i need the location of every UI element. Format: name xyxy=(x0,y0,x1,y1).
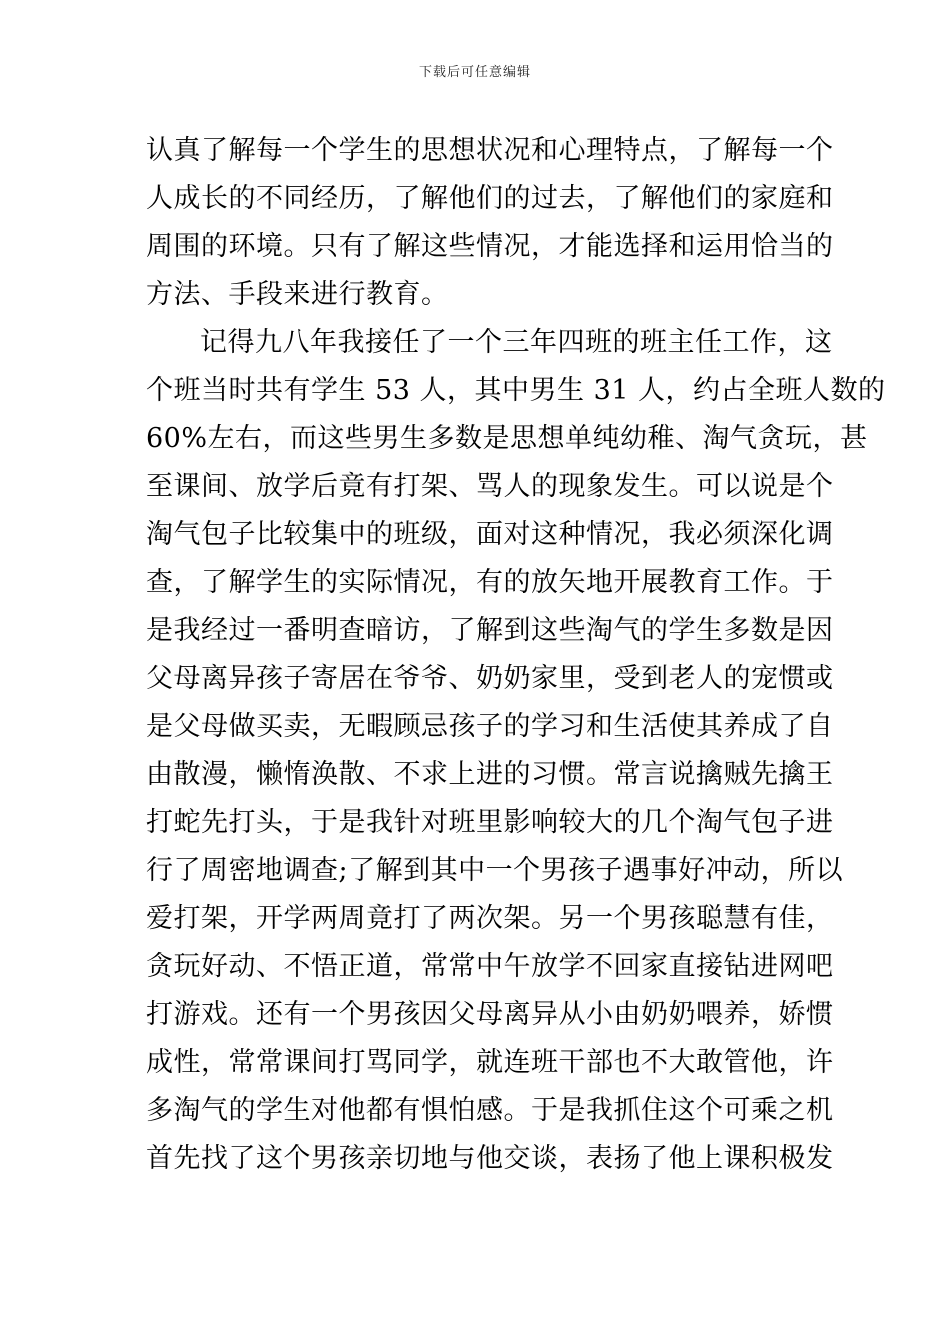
text-line: 打游戏。还有一个男孩因父母离异从小由奶奶喂养，娇惯 xyxy=(146,999,834,1030)
text-line: 爱打架，开学两周竟打了两次架。另一个男孩聪慧有佳， xyxy=(146,903,834,934)
paragraph-first-line: 记得九八年我接任了一个三年四班的班主任工作，这 xyxy=(200,327,833,358)
text-line: 首先找了这个男孩亲切地与他交谈，表扬了他上课积极发 xyxy=(146,1143,834,1174)
text-line: 打蛇先打头，于是我针对班里影响较大的几个淘气包子进 xyxy=(146,807,834,838)
text-line: 贪玩好动、不悟正道，常常中午放学不回家直接钻进网吧 xyxy=(146,951,834,982)
text-line: 周围的环境。只有了解这些情况，才能选择和运用恰当的 xyxy=(146,231,834,262)
document-body xyxy=(146,127,886,1183)
text-line: 淘气包子比较集中的班级，面对这种情况，我必须深化调 xyxy=(146,519,834,550)
text-line: 由散漫，懒惰涣散、不求上进的习惯。常言说擒贼先擒王 xyxy=(146,759,834,790)
text-line: 60%左右，而这些男生多数是思想单纯幼稚、淘气贪玩，甚 xyxy=(146,423,868,454)
text-line: 是父母做买卖，无暇顾忌孩子的学习和生活使其养成了自 xyxy=(146,711,834,742)
text-line: 成性，常常课间打骂同学，就连班干部也不大敢管他，许 xyxy=(146,1047,834,1078)
text-line: 个班当时共有学生 53 人，其中男生 31 人，约占全班人数的 xyxy=(146,375,886,406)
text-line: 方法、手段来进行教育。 xyxy=(146,279,449,310)
text-line: 行了周密地调查;了解到其中一个男孩子遇事好冲动，所以 xyxy=(146,855,844,886)
page-header: 下载后可任意编辑 xyxy=(418,65,531,80)
text-line: 多淘气的学生对他都有惧怕感。于是我抓住这个可乘之机 xyxy=(146,1095,834,1126)
text-line: 父母离异孩子寄居在爷爷、奶奶家里，受到老人的宠惯或 xyxy=(146,663,834,694)
text-line: 人成长的不同经历，了解他们的过去，了解他们的家庭和 xyxy=(146,183,834,214)
text-line: 是我经过一番明查暗访，了解到这些淘气的学生多数是因 xyxy=(146,615,834,646)
text-line: 查，了解学生的实际情况，有的放矢地开展教育工作。于 xyxy=(146,567,834,598)
text-line: 至课间、放学后竟有打架、骂人的现象发生。可以说是个 xyxy=(146,471,834,502)
text-line: 认真了解每一个学生的思想状况和心理特点，了解每一个 xyxy=(146,135,834,166)
